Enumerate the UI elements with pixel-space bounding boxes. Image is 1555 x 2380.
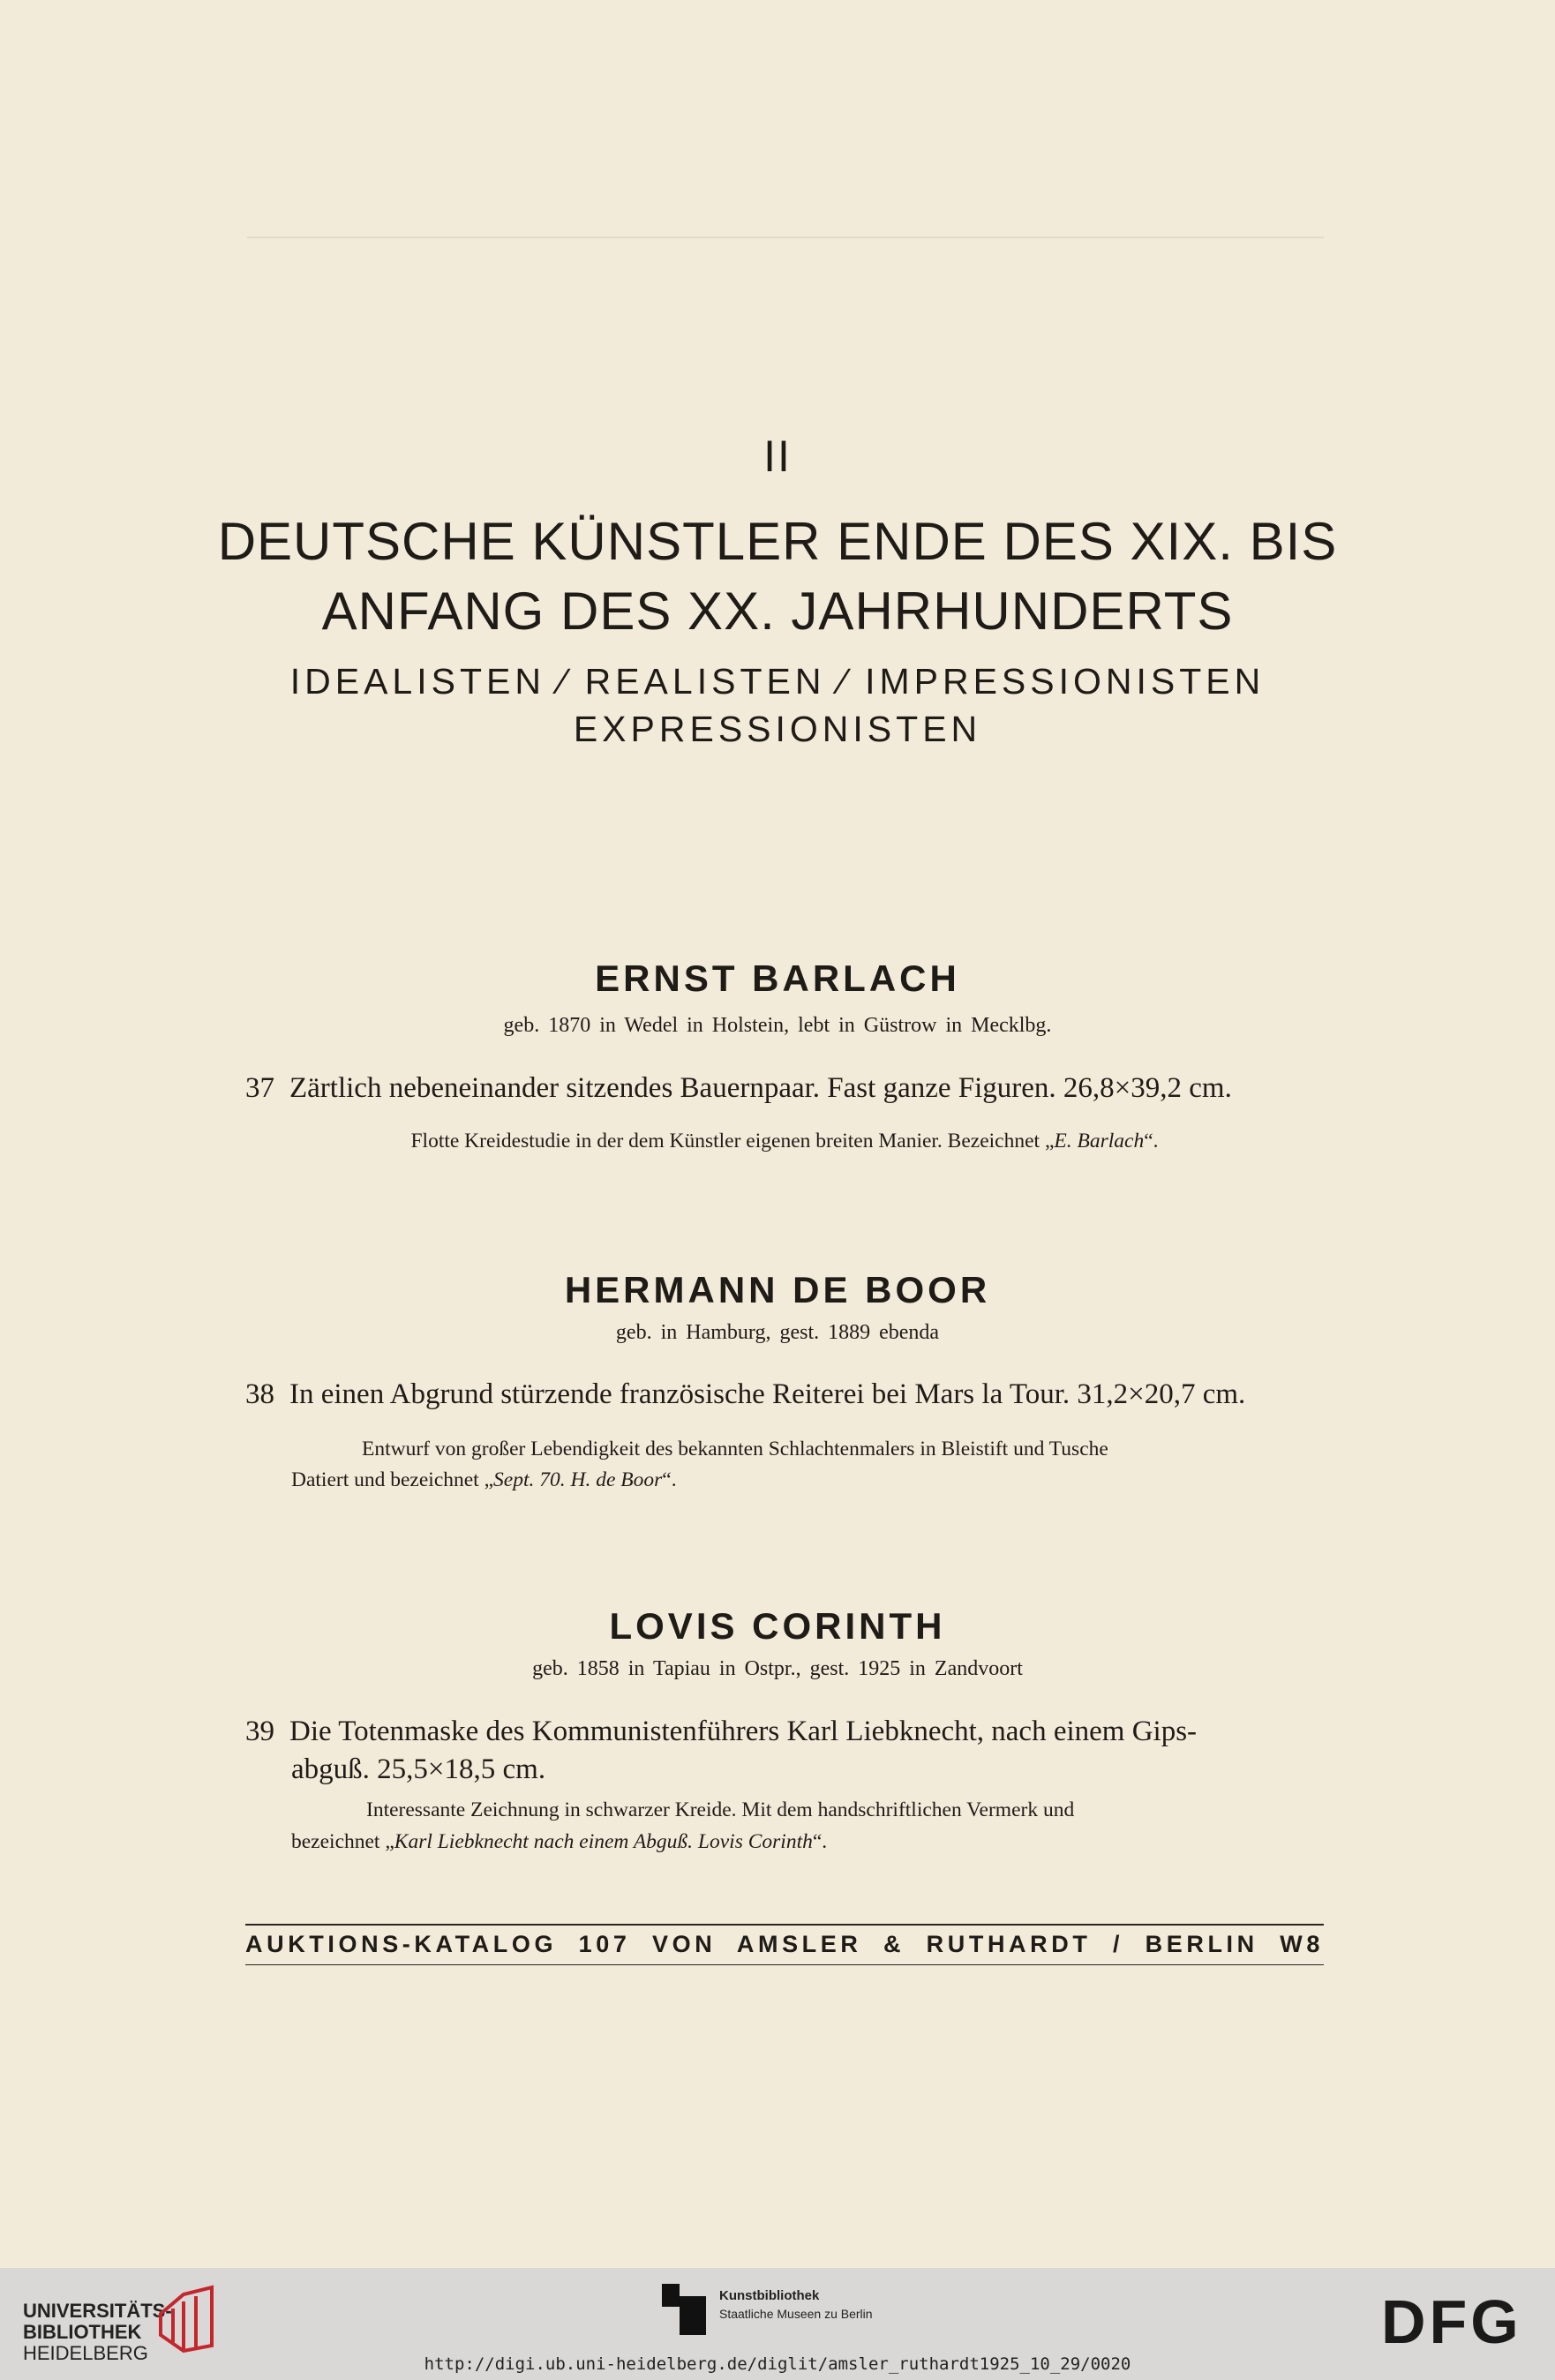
- artist-bio-corinth: geb. 1858 in Tapiau in Ostpr., gest. 1925 in Zandvoort: [532, 1657, 1023, 1680]
- note-signature: Sept. 70. H. de Boor: [493, 1468, 663, 1491]
- kunstbibliothek-logo-text[interactable]: [719, 2286, 873, 2323]
- lot-number: 37: [245, 1072, 274, 1104]
- note-text: Flotte Kreidestudie in der dem Künstler eigenen breiten Manier. Bezeichnet „: [410, 1130, 1055, 1152]
- lot-description-line1: Die Totenmaske des Kommunistenführers Karl Liebknecht, nach einem Gips-: [289, 1716, 1198, 1747]
- kb-line2: Staatliche Museen zu Berlin: [719, 2307, 873, 2321]
- artist-name-corinth: LOVIS CORINTH: [609, 1605, 946, 1647]
- footer-rule-bottom: [245, 1964, 1324, 1965]
- lot-39-note-line2: [291, 1827, 1324, 1858]
- footer-rule-top: [245, 1924, 1324, 1926]
- section-subtitle-line1: IDEALISTEN ⁄ REALISTEN ⁄ IMPRESSIONISTEN: [289, 661, 1266, 702]
- ub-heidelberg-logo-icon[interactable]: [157, 2284, 219, 2353]
- section-title-line2: ANFANG DES XX. JAHRHUNDERTS: [321, 582, 1234, 641]
- kunstbibliothek-logo-icon[interactable]: [662, 2284, 708, 2337]
- lot-39: [245, 1712, 1324, 1751]
- artist-bio-barlach: geb. 1870 in Wedel in Holstein, lebt in Güstrow in Mecklbg.: [503, 1014, 1052, 1037]
- note-text: bezeichnet „: [291, 1830, 394, 1853]
- lot-37: [245, 1069, 1324, 1107]
- note-signature: E. Barlach: [1054, 1130, 1145, 1152]
- lot-number: 39: [245, 1716, 274, 1747]
- note-signature: Karl Liebknecht nach einem Abguß. Lovis Corinth: [394, 1830, 813, 1853]
- footer-imprint: AUKTIONS-KATALOG 107 VON AMSLER & RUTHARDT / BERLIN W8: [245, 1931, 1324, 1957]
- note-text: Datiert und bezeichnet „: [291, 1468, 494, 1491]
- section-subtitle-line2: EXPRESSIONISTEN: [573, 709, 982, 749]
- lot-37-note: [245, 1126, 1324, 1157]
- lot-38: [245, 1375, 1324, 1414]
- ub-line2: BIBLIOTHEK: [23, 2321, 142, 2343]
- lot-description: In einen Abgrund stürzende französische Reiterei bei Mars la Tour. 31,2×20,7 cm.: [289, 1378, 1246, 1410]
- artist-bio-de-boor: geb. in Hamburg, gest. 1889 ebenda: [615, 1321, 940, 1344]
- dfg-logo[interactable]: DFG: [1381, 2287, 1522, 2356]
- permalink-url[interactable]: http://digi.ub.uni-heidelberg.de/diglit/amsler_ruthardt1925_10_29/0020: [424, 2354, 1131, 2374]
- kb-line1: Kunstbibliothek: [719, 2288, 820, 2303]
- lot-number: 38: [245, 1378, 274, 1410]
- bleed-through-rule: [247, 236, 1324, 238]
- lot-38-note-line2: [291, 1465, 1324, 1496]
- note-text-end: “.: [812, 1830, 828, 1853]
- lot-39-note-line1: Interessante Zeichnung in schwarzer Kreide. Mit dem handschriftlichen Vermerk und: [366, 1798, 1075, 1821]
- section-number: II: [763, 432, 792, 481]
- note-text-end: “.: [662, 1468, 677, 1491]
- lot-description: Zärtlich nebeneinander sitzendes Bauernpaar. Fast ganze Figuren. 26,8×39,2 cm.: [289, 1072, 1232, 1104]
- ub-line3: HEIDELBERG: [23, 2342, 148, 2364]
- lot-38-note-line1: Entwurf von großer Lebendigkeit des bekannten Schlachtenmalers in Bleistift und Tusche: [362, 1438, 1108, 1460]
- lot-39-line2: abguß. 25,5×18,5 cm.: [291, 1753, 546, 1785]
- artist-name-barlach: ERNST BARLACH: [595, 957, 960, 999]
- note-text-end: “.: [1144, 1130, 1159, 1152]
- artist-name-de-boor: HERMANN DE BOOR: [564, 1269, 991, 1310]
- section-title-line1: DEUTSCHE KÜNSTLER ENDE DES XIX. BIS: [217, 512, 1338, 571]
- ub-line1: UNIVERSITÄTS-: [23, 2300, 172, 2322]
